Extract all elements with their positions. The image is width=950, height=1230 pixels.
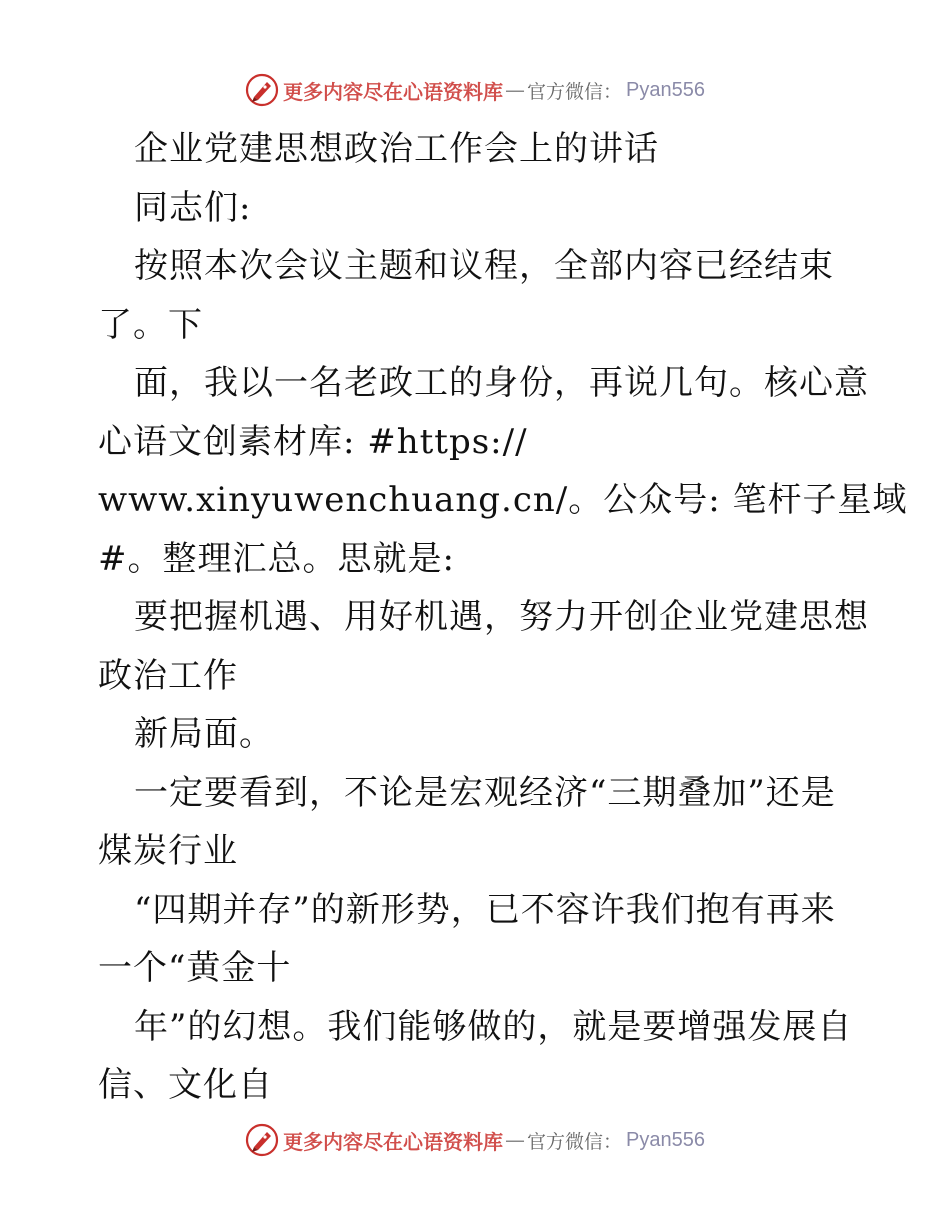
document-title: 企业党建思想政治工作会上的讲话: [134, 129, 659, 169]
text-line: 新局面。: [134, 714, 274, 754]
text-line: 面，我以一名老政工的身份，再说几句。核心意: [134, 363, 869, 403]
document-body: [98, 120, 908, 1115]
text-line: 一个“黄金十: [98, 948, 292, 988]
banner-separator: —: [505, 1128, 525, 1152]
banner-title: 更多内容尽在心语资料库: [283, 1129, 503, 1154]
banner-title: 更多内容尽在心语资料库: [283, 79, 503, 104]
header-banner: [0, 70, 950, 110]
text-line: 信、文化自: [98, 1065, 273, 1105]
text-line: 心语文创素材库: #https://: [98, 421, 528, 462]
text-line: 要把握机遇、用好机遇，努力开创企业党建思想: [134, 597, 869, 637]
banner-wechat-label: 官方微信：: [527, 1130, 623, 1153]
text-line: 了。下: [98, 304, 203, 345]
banner-wechat-id: Pyan556: [626, 1128, 705, 1151]
banner-wechat-label: 官方微信：: [527, 80, 623, 103]
banner-separator: —: [505, 78, 525, 102]
text-line: #。整理汇总。思就是:: [98, 538, 455, 579]
text-line: 按照本次会议主题和议程，全部内容已经结束: [134, 246, 834, 286]
text-line: 煤炭行业: [98, 831, 238, 871]
pen-nib-logo-icon: [245, 1123, 279, 1157]
text-line: “四期并存”的新形势，已不容许我们抱有再来: [134, 889, 836, 930]
banner-wechat-id: Pyan556: [626, 78, 705, 101]
pen-nib-logo-icon: [245, 73, 279, 107]
salutation: 同志们:: [134, 187, 252, 228]
text-line: 政治工作: [98, 655, 238, 696]
footer-banner: [0, 1120, 950, 1160]
text-line: 一定要看到，不论是宏观经济“三期叠加”还是: [134, 772, 836, 813]
text-line: www.xinyuwenchuang.cn/。公众号: 笔杆子星域: [98, 480, 908, 520]
text-line: 年”的幻想。我们能够做的，就是要增强发展自: [134, 1006, 853, 1047]
